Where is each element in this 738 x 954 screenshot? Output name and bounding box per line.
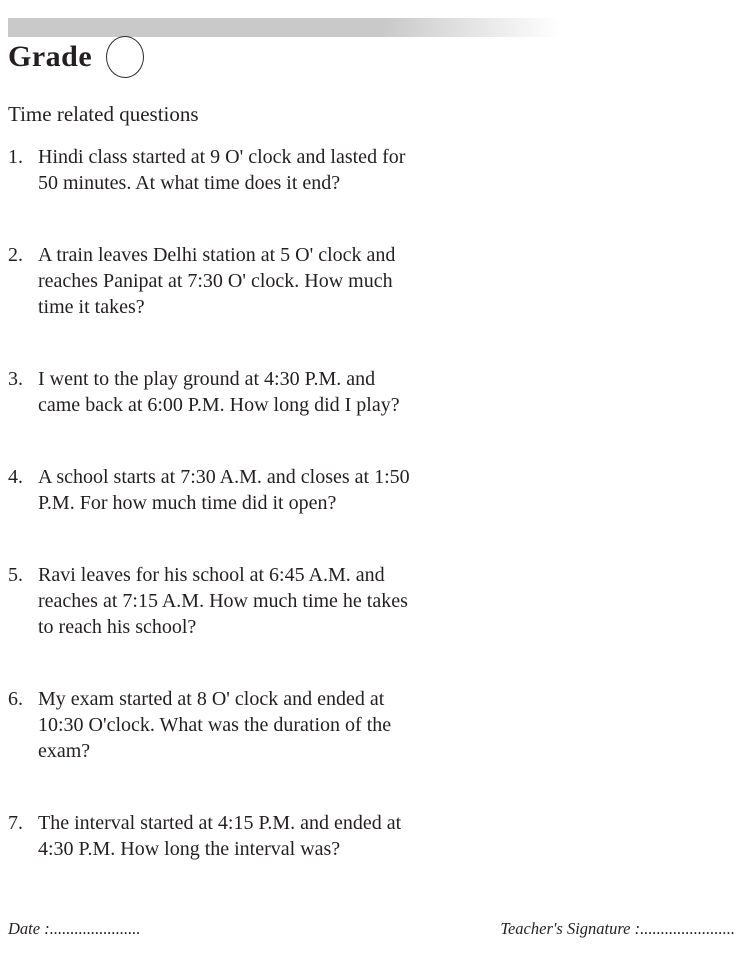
- question-number: 4.: [8, 466, 23, 488]
- question-item: [8, 242, 528, 320]
- question-text: I went to the play ground at 4:30 P.M. and came back at 6:00 P.M. How long did I play?: [38, 368, 400, 416]
- grade-fill-in-circle: [106, 36, 144, 78]
- teacher-signature-label: Teacher's Signature :.......................: [500, 919, 735, 938]
- question-number: 1.: [8, 146, 23, 168]
- question-item: [8, 464, 528, 516]
- question-text: Ravi leaves for his school at 6:45 A.M. and reaches at 7:15 A.M. How much time he takes to reach his school?: [38, 564, 408, 638]
- question-item: [8, 810, 528, 862]
- question-number: 7.: [8, 812, 23, 834]
- question-text: The interval started at 4:15 P.M. and ended at 4:30 P.M. How long the interval was?: [38, 812, 402, 860]
- question-item: [8, 686, 528, 764]
- questions-list: [8, 144, 528, 908]
- question-item: [8, 144, 528, 196]
- question-item: [8, 366, 528, 418]
- question-number: 6.: [8, 688, 23, 710]
- question-number: 3.: [8, 368, 23, 390]
- question-number: 2.: [8, 244, 23, 266]
- header-gradient-bar: [8, 18, 560, 37]
- question-text: A school starts at 7:30 A.M. and closes at 1:50 P.M. For how much time did it open?: [38, 466, 410, 514]
- grade-label: Grade: [8, 40, 93, 73]
- question-item: [8, 562, 528, 640]
- question-text: Hindi class started at 9 O' clock and lasted for 50 minutes. At what time does it end?: [38, 146, 406, 194]
- footer: [8, 918, 735, 940]
- question-text: A train leaves Delhi station at 5 O' clock and reaches Panipat at 7:30 O' clock. How much time it takes?: [38, 244, 396, 318]
- question-number: 5.: [8, 564, 23, 586]
- section-title: Time related questions: [8, 102, 199, 126]
- grade-row: [8, 36, 144, 78]
- date-label: Date :......................: [8, 919, 141, 938]
- question-text: My exam started at 8 O' clock and ended at 10:30 O'clock. What was the duration of the exam?: [38, 688, 392, 762]
